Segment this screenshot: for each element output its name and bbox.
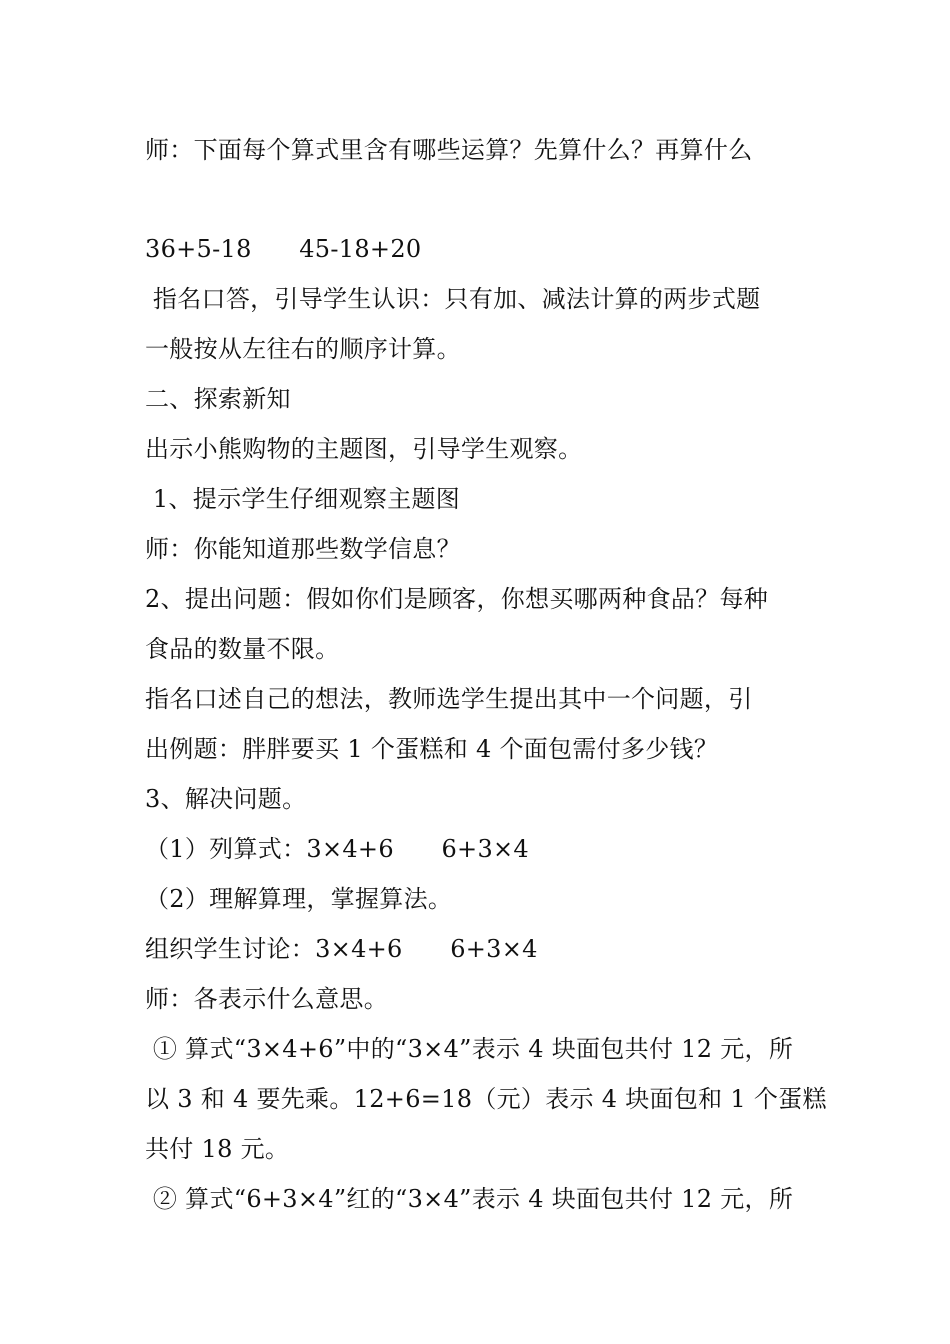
text-line-answer-2: 一般按从左往右的顺序计算。 xyxy=(145,335,461,363)
text-line-formula-2: （2）理解算理，掌握算法。 xyxy=(145,885,453,913)
text-line-answer-1: 指名口答，引导学生认识：只有加、减法计算的两步式题 xyxy=(145,285,761,313)
text-line-describe-1: 指名口述自己的想法，教师选学生提出其中一个问题，引 xyxy=(145,685,753,713)
text-line-explain-2a: ② 算式“6+3×4”红的“3×4”表示 4 块面包共付 12 元，所 xyxy=(145,1185,794,1213)
text-line-teacher-question: 师：下面每个算式里含有哪些运算？先算什么？再算什么 xyxy=(145,136,753,164)
text-line-step-1: 1、提示学生仔细观察主题图 xyxy=(145,485,461,513)
text-line-explain-1a: ① 算式“3×4+6”中的“3×4”表示 4 块面包共付 12 元，所 xyxy=(145,1035,794,1063)
text-line-step-3: 3、解决问题。 xyxy=(145,785,307,813)
text-line-discussion: 组织学生讨论：3×4+6 6+3×4 xyxy=(145,935,538,963)
text-line-formula-1: （1）列算式：3×4+6 6+3×4 xyxy=(145,835,529,863)
text-line-teacher-info: 师：你能知道那些数学信息？ xyxy=(145,535,461,563)
text-line-explain-1b: 以 3 和 4 要先乘。12+6=18（元）表示 4 块面包和 1 个蛋糕 xyxy=(145,1085,827,1113)
section-heading-explore: 二、探索新知 xyxy=(145,385,291,413)
text-line-expressions: 36+5-18 45-18+20 xyxy=(145,235,422,263)
text-line-step-2b: 食品的数量不限。 xyxy=(145,635,340,663)
text-line-explain-1c: 共付 18 元。 xyxy=(145,1135,290,1163)
text-line-show-picture: 出示小熊购物的主题图，引导学生观察。 xyxy=(145,435,583,463)
text-line-step-2a: 2、提出问题：假如你们是顾客，你想买哪两种食品？每种 xyxy=(145,585,769,613)
text-line-teacher-meaning: 师：各表示什么意思。 xyxy=(145,985,388,1013)
text-line-describe-2: 出例题：胖胖要买 1 个蛋糕和 4 个面包需付多少钱？ xyxy=(145,735,719,763)
